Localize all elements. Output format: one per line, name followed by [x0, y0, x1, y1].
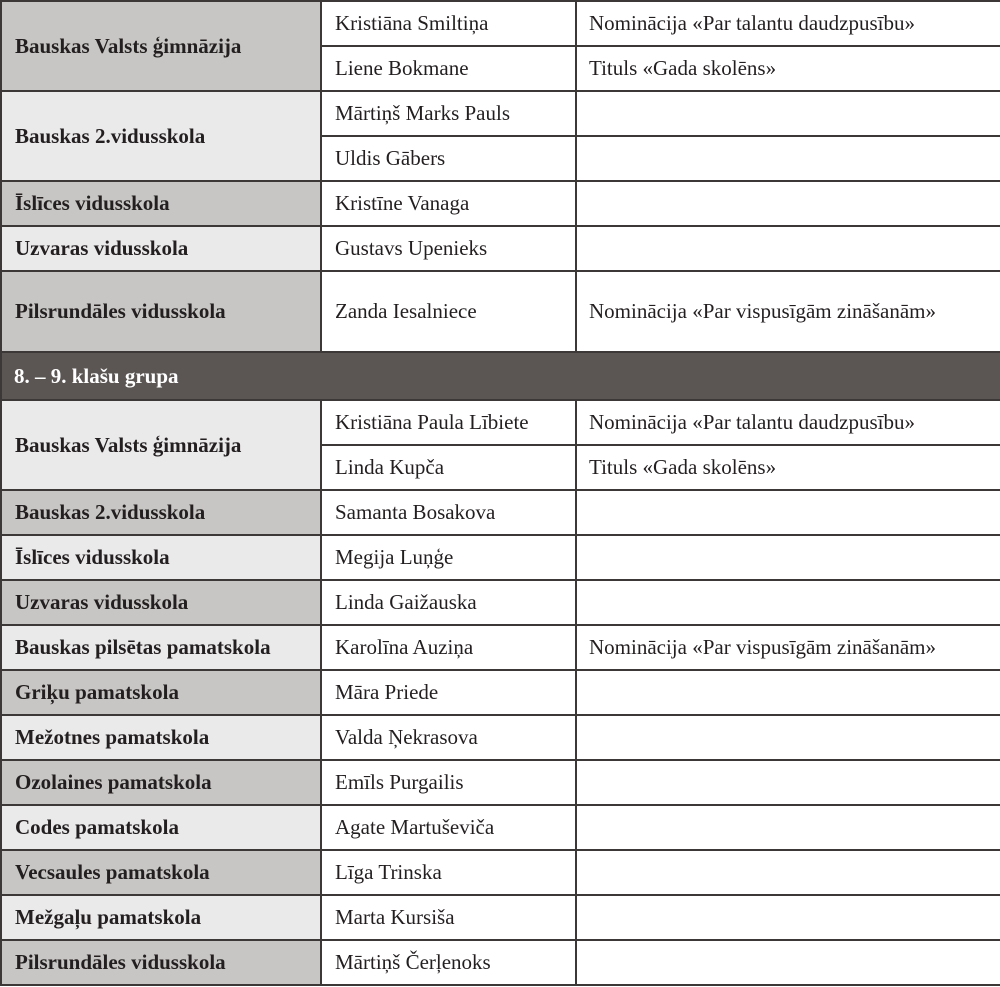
student-name-cell: Linda Kupča — [321, 445, 576, 490]
student-name-cell: Marta Kursiša — [321, 895, 576, 940]
table-row — [1, 181, 1000, 226]
award-cell — [576, 226, 1000, 271]
student-name-cell: Linda Gaižauska — [321, 580, 576, 625]
award-cell — [576, 895, 1000, 940]
table-row — [1, 940, 1000, 985]
table-row — [1, 226, 1000, 271]
group-header-label: 8. – 9. klašu grupa — [1, 352, 1000, 400]
student-name-cell: Kristīne Vanaga — [321, 181, 576, 226]
student-name-cell: Megija Luņģe — [321, 535, 576, 580]
student-name-cell: Emīls Purgailis — [321, 760, 576, 805]
school-cell: Uzvaras vidusskola — [1, 580, 321, 625]
table-row — [1, 91, 1000, 136]
school-cell: Vecsaules pamatskola — [1, 850, 321, 895]
school-cell: Mežgaļu pamatskola — [1, 895, 321, 940]
table-row — [1, 580, 1000, 625]
award-cell — [576, 715, 1000, 760]
award-cell: Nominācija «Par talantu daudzpusību» — [576, 400, 1000, 445]
table-row — [1, 490, 1000, 535]
awards-table-body — [1, 1, 1000, 985]
table-row — [1, 400, 1000, 445]
award-cell — [576, 181, 1000, 226]
school-cell: Īslīces vidusskola — [1, 181, 321, 226]
school-cell: Pilsrundāles vidusskola — [1, 271, 321, 352]
school-cell: Pilsrundāles vidusskola — [1, 940, 321, 985]
school-cell: Uzvaras vidusskola — [1, 226, 321, 271]
award-cell — [576, 91, 1000, 136]
school-cell: Ozolaines pamatskola — [1, 760, 321, 805]
school-cell: Bauskas Valsts ģimnāzija — [1, 1, 321, 91]
school-cell: Bauskas Valsts ģimnāzija — [1, 400, 321, 490]
award-cell — [576, 670, 1000, 715]
award-cell: Nominācija «Par vispusīgām zināšanām» — [576, 625, 1000, 670]
school-cell: Codes pamatskola — [1, 805, 321, 850]
table-row — [1, 760, 1000, 805]
award-cell — [576, 580, 1000, 625]
student-name-cell: Valda Ņekrasova — [321, 715, 576, 760]
award-cell — [576, 490, 1000, 535]
award-cell — [576, 760, 1000, 805]
table-row — [1, 271, 1000, 352]
student-name-cell: Liene Bokmane — [321, 46, 576, 91]
school-cell: Bauskas pilsētas pamatskola — [1, 625, 321, 670]
student-name-cell: Uldis Gābers — [321, 136, 576, 181]
table-row — [1, 715, 1000, 760]
award-cell — [576, 940, 1000, 985]
school-cell: Īslīces vidusskola — [1, 535, 321, 580]
school-cell: Griķu pamatskola — [1, 670, 321, 715]
table-row — [1, 895, 1000, 940]
table-row — [1, 670, 1000, 715]
award-cell — [576, 850, 1000, 895]
student-name-cell: Karolīna Auziņa — [321, 625, 576, 670]
table-row — [1, 1, 1000, 46]
school-cell: Bauskas 2.vidusskola — [1, 91, 321, 181]
award-cell — [576, 136, 1000, 181]
award-cell: Nominācija «Par vispusīgām zināšanām» — [576, 271, 1000, 352]
student-name-cell: Māra Priede — [321, 670, 576, 715]
student-name-cell: Mārtiņš Marks Pauls — [321, 91, 576, 136]
student-name-cell: Kristiāna Smiltiņa — [321, 1, 576, 46]
award-cell — [576, 535, 1000, 580]
table-row — [1, 535, 1000, 580]
student-name-cell: Kristiāna Paula Lībiete — [321, 400, 576, 445]
school-cell: Mežotnes pamatskola — [1, 715, 321, 760]
table-row — [1, 805, 1000, 850]
table-row — [1, 625, 1000, 670]
student-name-cell: Samanta Bosakova — [321, 490, 576, 535]
student-name-cell: Zanda Iesalniece — [321, 271, 576, 352]
group-header-row — [1, 352, 1000, 400]
award-cell: Tituls «Gada skolēns» — [576, 46, 1000, 91]
student-name-cell: Mārtiņš Čerļenoks — [321, 940, 576, 985]
student-name-cell: Agate Martuševiča — [321, 805, 576, 850]
award-cell: Nominācija «Par talantu daudzpusību» — [576, 1, 1000, 46]
award-cell: Tituls «Gada skolēns» — [576, 445, 1000, 490]
student-name-cell: Gustavs Upenieks — [321, 226, 576, 271]
award-cell — [576, 805, 1000, 850]
student-name-cell: Līga Trinska — [321, 850, 576, 895]
table-row — [1, 850, 1000, 895]
school-cell: Bauskas 2.vidusskola — [1, 490, 321, 535]
